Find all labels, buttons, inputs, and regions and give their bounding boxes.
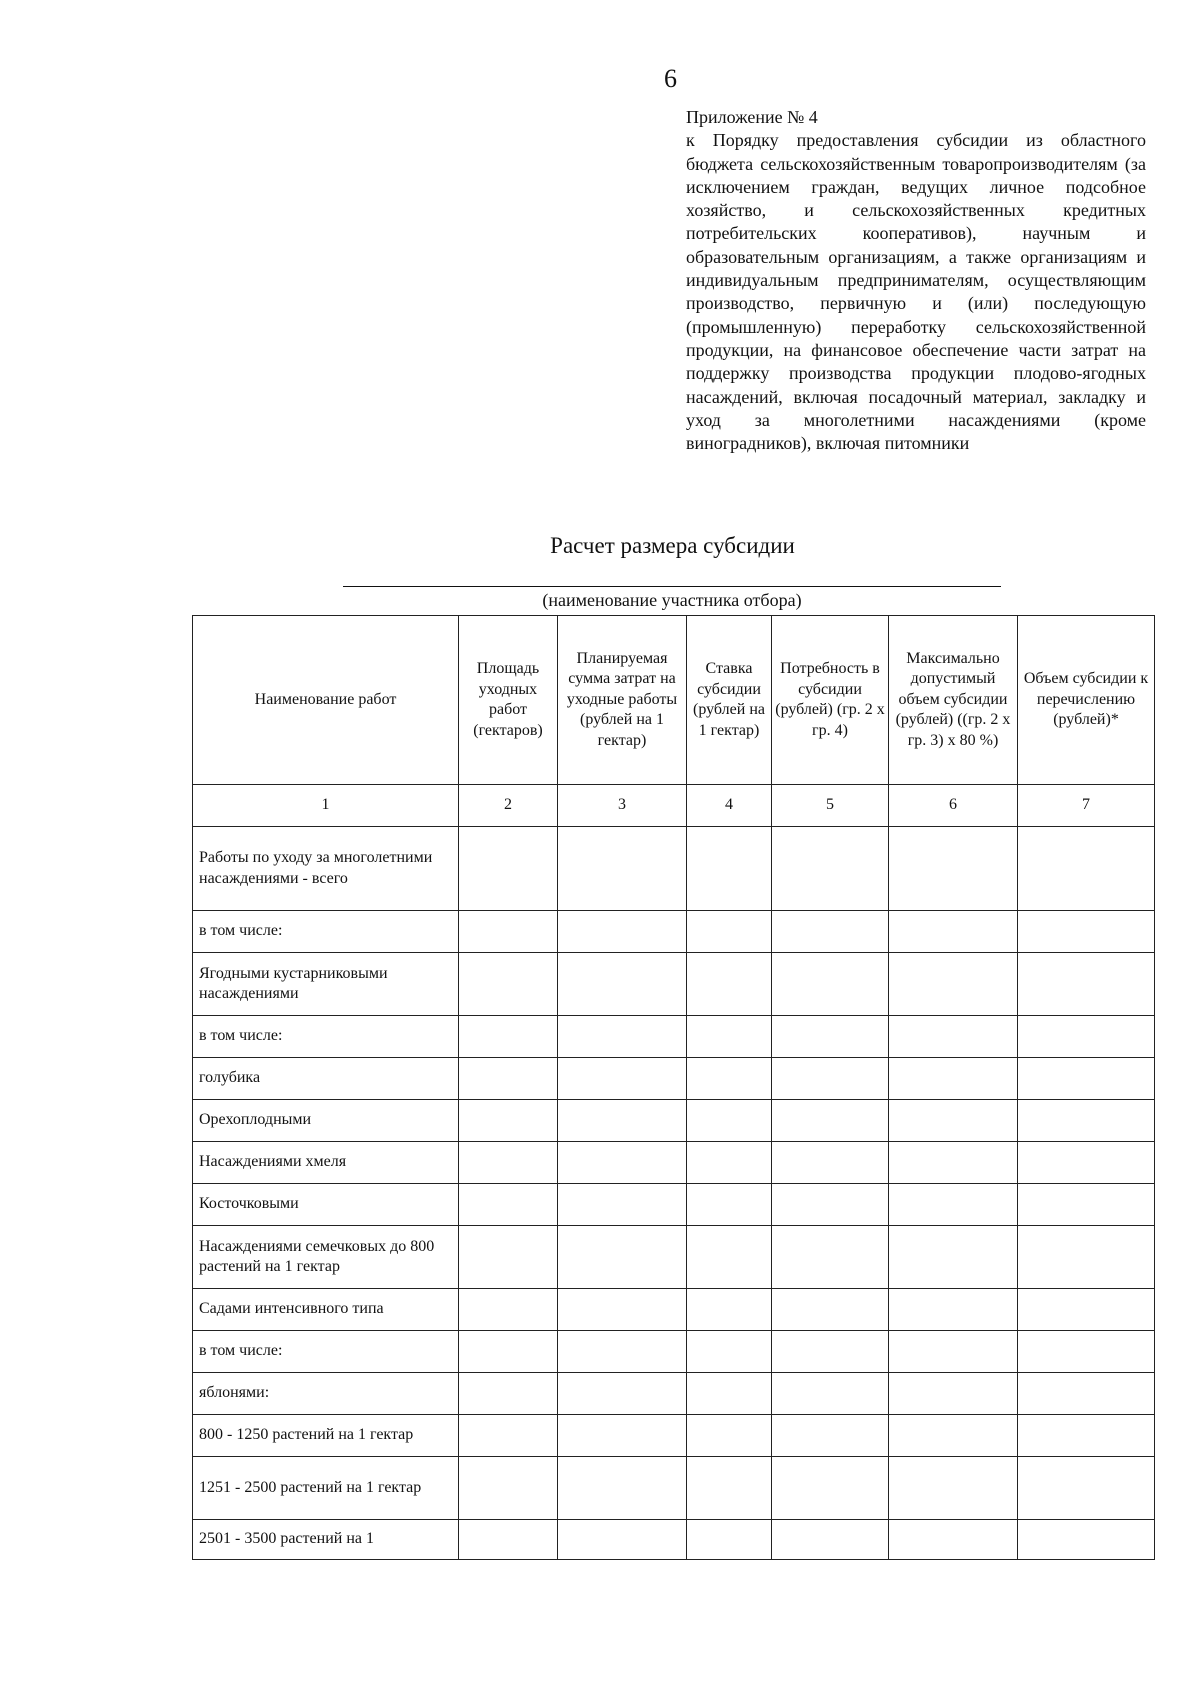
value-cell [889,953,1018,1016]
value-cell [889,1226,1018,1289]
value-cell [687,1016,772,1058]
value-cell [889,1289,1018,1331]
value-cell [558,1457,687,1520]
value-cell [1018,1373,1155,1415]
table-row [193,953,1155,1016]
value-cell [558,1100,687,1142]
work-name-cell: голубика [193,1058,459,1100]
value-cell [687,1331,772,1373]
value-cell [1018,1184,1155,1226]
table-row [193,1415,1155,1457]
table-row [193,1058,1155,1100]
value-cell [459,827,558,911]
value-cell [459,1184,558,1226]
value-cell [459,1331,558,1373]
work-name-cell: Насаждениями хмеля [193,1142,459,1184]
value-cell [772,827,889,911]
value-cell [558,1373,687,1415]
table-row [193,911,1155,953]
value-cell [459,1289,558,1331]
work-name-cell: 800 - 1250 растений на 1 гектар [193,1415,459,1457]
appendix-header [686,106,1146,455]
value-cell [558,1226,687,1289]
value-cell [772,1226,889,1289]
value-cell [1018,1226,1155,1289]
value-cell [1018,1142,1155,1184]
table-row [193,1457,1155,1520]
participant-name-line [343,586,1001,587]
value-cell [889,827,1018,911]
value-cell [772,1184,889,1226]
value-cell [772,1331,889,1373]
value-cell [558,1142,687,1184]
value-cell [459,1016,558,1058]
work-name-cell: 1251 - 2500 растений на 1 гектар [193,1457,459,1520]
value-cell [558,1058,687,1100]
value-cell [687,953,772,1016]
value-cell [459,1058,558,1100]
work-name-cell: Орехоплодными [193,1100,459,1142]
work-name-cell: Работы по уходу за многолетними насаждениями - всего [193,827,459,911]
value-cell [558,1520,687,1560]
value-cell [687,1058,772,1100]
value-cell [889,1457,1018,1520]
work-name-cell: Насаждениями семечковых до 800 растений на 1 гектар [193,1226,459,1289]
value-cell [1018,1058,1155,1100]
page-number: 6 [664,64,677,93]
table-row [193,1100,1155,1142]
participant-name-caption: (наименование участника отбора) [542,590,802,610]
value-cell [459,1142,558,1184]
value-cell [687,1415,772,1457]
value-cell [558,1331,687,1373]
work-name-cell: 2501 - 3500 растений на 1 [193,1520,459,1560]
header-work-name: Наименование работ [193,616,459,785]
appendix-description: к Порядку предоставления субсидии из областного бюджета сельскохозяйственным товаропроизводителям (за исключением граждан, ведущих личное подсобное хозяйство, и сельскохозяйственных кредитных потребительских кооперативов), научным и образовательным организациям, а также организациям и индивидуальным предпринимателям, осуществляющим производство, первичную и (или) последующую (промышленную) переработку сельскохозяйственной продукции, на финансовое обеспечение части затрат на поддержку производства продукции плодово-ягодных насаждений, включая посадочный материал, закладку и уход за многолетними насаждениями (кроме виноградников), включая питомники [686,130,1146,454]
value-cell [1018,911,1155,953]
value-cell [772,1457,889,1520]
value-cell [1018,1100,1155,1142]
work-name-cell: в том числе: [193,1331,459,1373]
value-cell [1018,1016,1155,1058]
value-cell [558,1415,687,1457]
value-cell [687,827,772,911]
table-row [193,1226,1155,1289]
table-row [193,1184,1155,1226]
value-cell [1018,1520,1155,1560]
value-cell [687,1142,772,1184]
value-cell [558,827,687,911]
table-row [193,1520,1155,1560]
value-cell [459,911,558,953]
value-cell [889,1184,1018,1226]
value-cell [459,1457,558,1520]
column-number: 5 [772,785,889,827]
value-cell [1018,827,1155,911]
value-cell [889,1373,1018,1415]
work-name-cell: в том числе: [193,911,459,953]
value-cell [1018,1289,1155,1331]
value-cell [558,911,687,953]
appendix-number: Приложение № 4 [686,107,818,127]
table-row [193,1016,1155,1058]
subsidy-calculation-table [192,615,1155,1560]
header-max-subsidy: Максимально допустимый объем субсидии (рублей) ((гр. 2 x гр. 3) x 80 %) [889,616,1018,785]
value-cell [459,1373,558,1415]
value-cell [889,1142,1018,1184]
value-cell [772,911,889,953]
column-number: 4 [687,785,772,827]
work-name-cell: в том числе: [193,1016,459,1058]
column-number: 2 [459,785,558,827]
value-cell [459,1520,558,1560]
value-cell [558,1289,687,1331]
value-cell [889,911,1018,953]
header-subsidy-rate: Ставка субсидии (рублей на 1 гектар) [687,616,772,785]
header-area: Площадь уходных работ (гектаров) [459,616,558,785]
value-cell [889,1016,1018,1058]
table-row [193,1289,1155,1331]
value-cell [459,953,558,1016]
value-cell [558,1184,687,1226]
work-name-cell: Садами интенсивного типа [193,1289,459,1331]
value-cell [558,1016,687,1058]
document-title: Расчет размера субсидии [550,533,795,558]
header-transfer-amount: Объем субсидии к перечислению (рублей)* [1018,616,1155,785]
value-cell [1018,1457,1155,1520]
value-cell [889,1100,1018,1142]
value-cell [772,1289,889,1331]
value-cell [889,1520,1018,1560]
value-cell [889,1331,1018,1373]
work-name-cell: Ягодными кустарниковыми насаждениями [193,953,459,1016]
column-number: 6 [889,785,1018,827]
column-number: 3 [558,785,687,827]
value-cell [459,1226,558,1289]
value-cell [687,911,772,953]
table-row [193,1331,1155,1373]
value-cell [772,1520,889,1560]
value-cell [687,1520,772,1560]
value-cell [772,1016,889,1058]
value-cell [1018,1415,1155,1457]
column-number: 7 [1018,785,1155,827]
value-cell [687,1289,772,1331]
value-cell [772,1373,889,1415]
value-cell [687,1184,772,1226]
table-row [193,827,1155,911]
value-cell [772,1100,889,1142]
column-number: 1 [193,785,459,827]
header-subsidy-need: Потребность в субсидии (рублей) (гр. 2 x гр. 4) [772,616,889,785]
value-cell [772,1058,889,1100]
table-row [193,1373,1155,1415]
value-cell [1018,1331,1155,1373]
value-cell [889,1058,1018,1100]
value-cell [772,1142,889,1184]
header-planned-cost: Планируемая сумма затрат на уходные работы (рублей на 1 гектар) [558,616,687,785]
value-cell [687,1100,772,1142]
value-cell [459,1100,558,1142]
table-header-row [193,616,1155,785]
value-cell [687,1457,772,1520]
work-name-cell: Косточковыми [193,1184,459,1226]
value-cell [687,1226,772,1289]
value-cell [772,953,889,1016]
value-cell [772,1415,889,1457]
table-row [193,1142,1155,1184]
value-cell [687,1373,772,1415]
value-cell [889,1415,1018,1457]
column-number-row [193,785,1155,827]
work-name-cell: яблонями: [193,1373,459,1415]
value-cell [459,1415,558,1457]
value-cell [1018,953,1155,1016]
value-cell [558,953,687,1016]
